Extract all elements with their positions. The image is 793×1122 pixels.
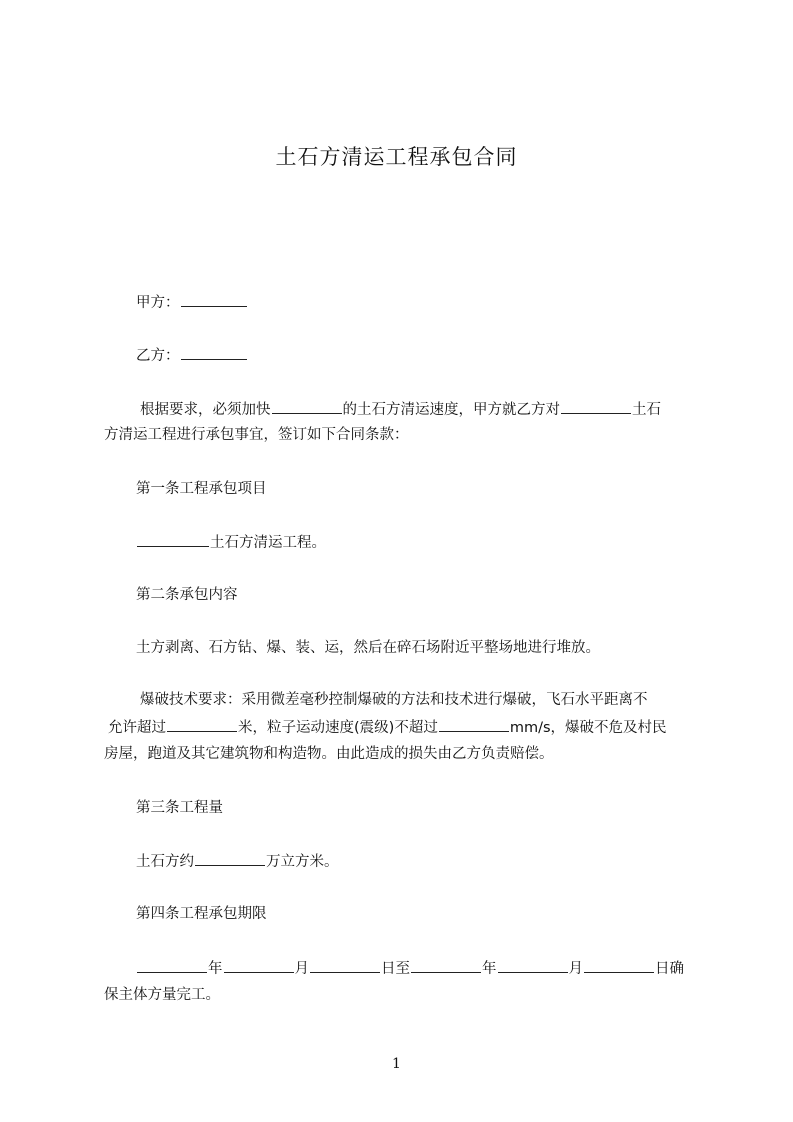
intro-text-2: 的土石方清运速度，甲方就乙方对 (342, 402, 560, 418)
article-2-heading: 第二条承包内容 (136, 587, 238, 603)
blast-text-c: mm/s，爆破不危及村民 (509, 720, 667, 736)
end-year-label: 年 (482, 961, 497, 977)
article-3-text-b: 万立方米。 (266, 854, 339, 870)
article-4-date-line (136, 958, 700, 979)
party-b-label: 乙方： (136, 348, 180, 364)
article-3-heading: 第三条工程量 (136, 800, 223, 816)
start-month-label: 月 (294, 961, 309, 977)
party-b-line (136, 345, 700, 366)
start-month-blank (224, 958, 294, 973)
party-a-blank (181, 292, 247, 307)
end-day-blank (584, 958, 654, 973)
document-title: 土石方清运工程承包合同 (275, 145, 518, 169)
page-number: 1 (392, 1056, 401, 1072)
blast-blank-1 (167, 717, 237, 732)
article-2-text: 土方剥离、石方钻、爆、装、运，然后在碎石场附近平整场地进行堆放。 (136, 640, 600, 656)
article-3-text-line (136, 851, 700, 872)
article-4-line-2: 保主体方量完工。 (104, 987, 220, 1003)
end-year-blank (411, 958, 481, 973)
article-1-text-line (136, 532, 700, 553)
blast-line-2 (104, 717, 700, 738)
article-1-blank (137, 532, 209, 547)
blast-line-3: 房屋，跑道及其它建筑物和构造物。由此造成的损失由乙方负责赔偿。 (104, 746, 554, 762)
end-month-label: 月 (568, 961, 583, 977)
intro-line-2: 方清运工程进行承包事宜，签订如下合同条款： (104, 427, 409, 443)
article-1-text: 土石方清运工程。 (210, 535, 326, 551)
intro-text-1: 根据要求，必须加快 (140, 402, 271, 418)
start-day-label: 日至 (381, 961, 410, 977)
party-b-blank (181, 345, 247, 360)
intro-blank-1 (272, 399, 342, 414)
article-3-blank (195, 851, 265, 866)
start-year-label: 年 (208, 961, 223, 977)
intro-blank-2 (561, 399, 631, 414)
intro-text-3: 土石 (632, 402, 661, 418)
end-month-blank (498, 958, 568, 973)
article-1-heading: 第一条工程承包项目 (136, 481, 267, 497)
party-a-line (136, 292, 700, 313)
start-year-blank (137, 958, 207, 973)
start-day-blank (310, 958, 380, 973)
party-a-label: 甲方： (136, 295, 180, 311)
blast-blank-2 (439, 717, 509, 732)
blast-line-1: 爆破技术要求：采用微差毫秒控制爆破的方法和技术进行爆破，飞石水平距离不 (140, 692, 648, 708)
blast-text-a: 允许超过 (108, 720, 166, 736)
intro-line-1 (104, 399, 700, 420)
end-day-label: 日确 (655, 961, 684, 977)
article-4-heading: 第四条工程承包期限 (136, 906, 267, 922)
blast-text-b: 米，粒子运动速度(震级)不超过 (238, 720, 438, 736)
article-3-text-a: 土石方约 (136, 854, 194, 870)
